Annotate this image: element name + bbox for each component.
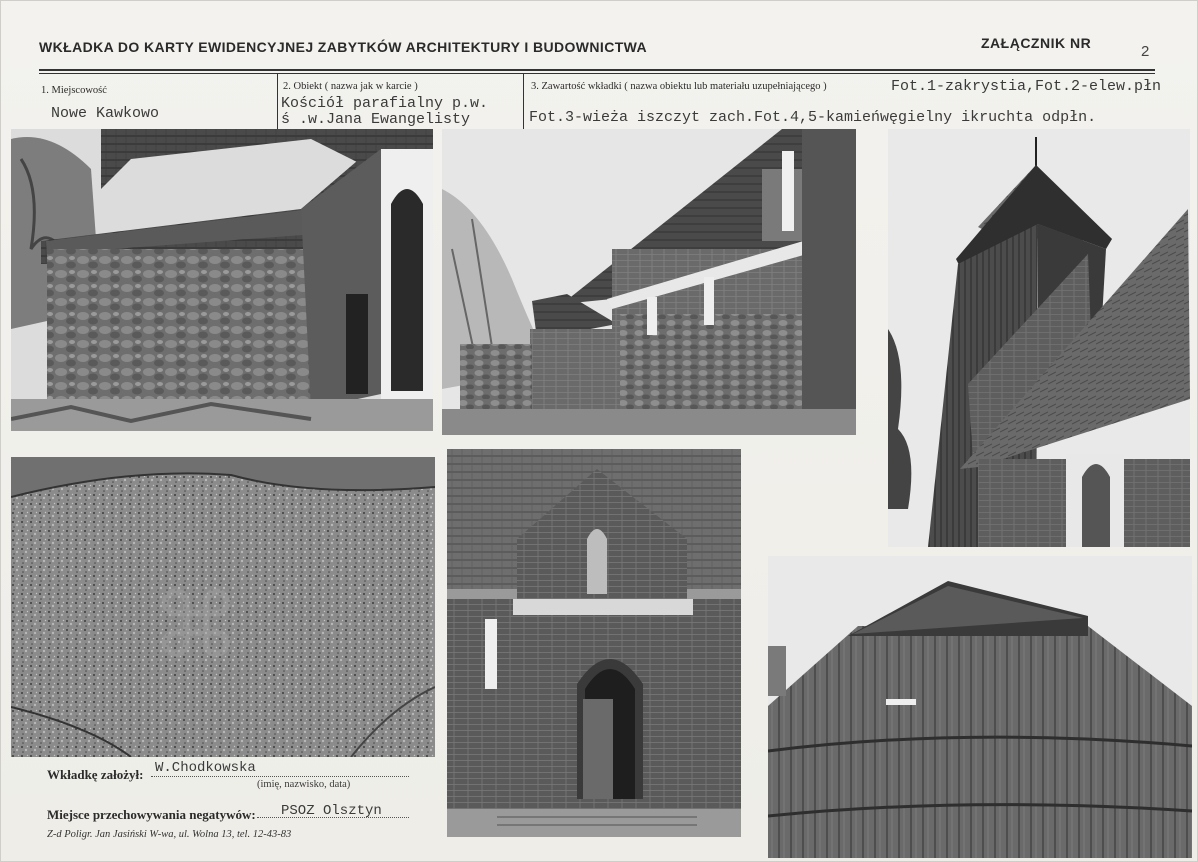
negatives-value: PSOZ Olsztyn — [281, 803, 382, 819]
header-rule — [39, 69, 1155, 71]
created-by-line — [151, 776, 409, 777]
annex-number: 2 — [1141, 43, 1150, 60]
photo-north-porch — [447, 449, 741, 837]
locality-value: Nowe Kawkowo — [51, 105, 160, 122]
photo-tower-roof — [768, 556, 1192, 858]
field-divider-1 — [277, 73, 278, 129]
carved-mark: ⌘ — [151, 574, 241, 679]
content-value-line2: Fot.3-wieża iszczyt zach.Fot.4,5-kamieńwęgielny ikruchta odpłn. — [529, 109, 1097, 126]
field-divider-2 — [523, 73, 524, 129]
created-by-value: W.Chodkowska — [155, 760, 256, 776]
created-by-hint: (imię, nazwisko, data) — [257, 779, 351, 790]
header-rule-thin — [39, 73, 1155, 74]
locality-label: 1. Miejscowość — [41, 85, 107, 96]
object-value-line1: Kościół parafialny p.w. — [281, 95, 489, 112]
content-label: 3. Zawartość wkładki ( nazwa obiektu lub materiału uzupełniającego ) — [531, 81, 827, 92]
content-value-line1: Fot.1-zakrystia,Fot.2-elew.płn — [891, 78, 1162, 95]
photo-sacristy — [11, 129, 433, 431]
annex-label: ZAŁĄCZNIK NR — [981, 35, 1092, 51]
card-title: WKŁADKA DO KARTY EWIDENCYJNEJ ZABYTKÓW ARCHITEKTURY I BUDOWNICTWA — [39, 39, 648, 55]
object-value-line2: ś .w.Jana Ewangelisty — [281, 111, 471, 128]
object-label: 2. Obiekt ( nazwa jak w karcie ) — [283, 81, 418, 92]
printer-imprint: Z-d Poligr. Jan Jasiński W-wa, ul. Wolna 13, tel. 12-43-83 — [47, 829, 292, 840]
negatives-label: Miejsce przechowywania negatywów: — [47, 807, 256, 822]
photo-cornerstone — [11, 457, 435, 757]
created-by-label: Wkładkę założył: — [47, 767, 144, 782]
photo-tower-west-gable — [888, 129, 1190, 547]
photo-north-elevation — [442, 129, 856, 435]
